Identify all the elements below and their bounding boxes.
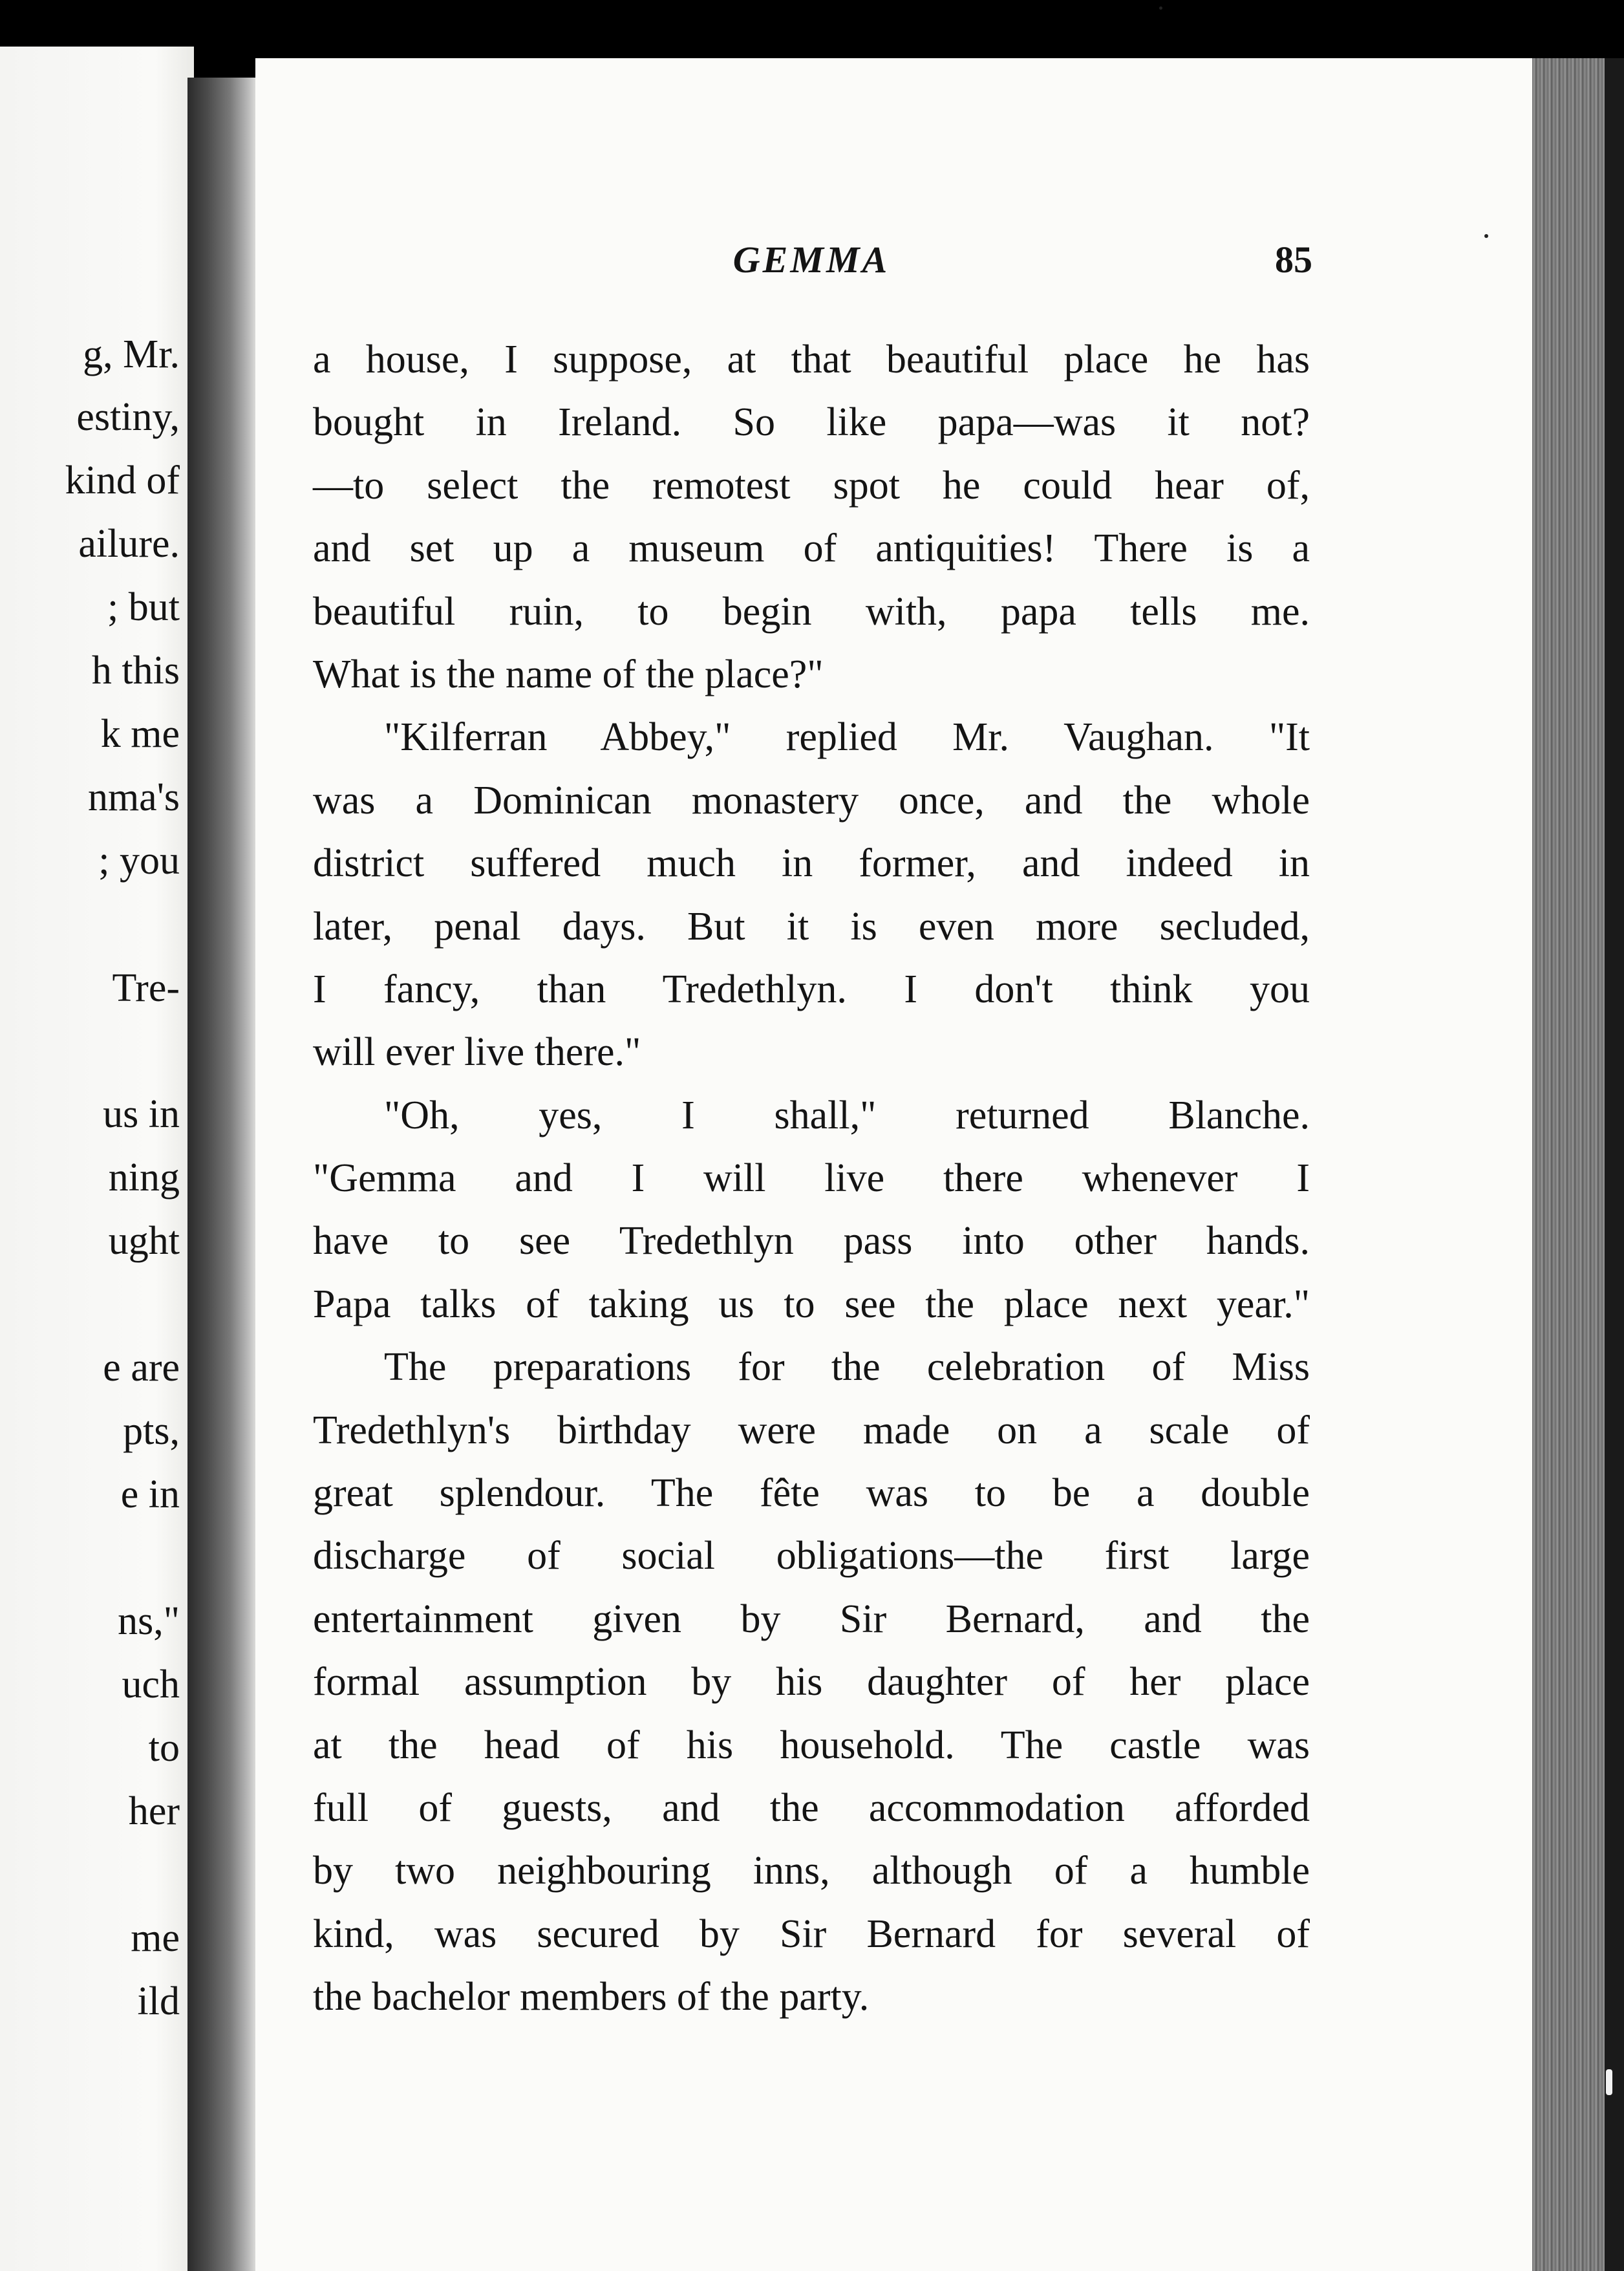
text-line: Tredethlyn's birthday were made on a scale of <box>313 1408 1310 1452</box>
text-line: What is the name of the place?" <box>313 652 824 696</box>
text-line: entertainment given by Sir Bernard, and the <box>313 1597 1310 1641</box>
text-line: district suffered much in former, and indeed in <box>313 841 1310 886</box>
running-header <box>310 238 1312 283</box>
left-page <box>0 47 194 2271</box>
text-line: great splendour. The fête was to be a double <box>313 1471 1310 1516</box>
left-page-fragment: me <box>131 1916 180 1960</box>
left-page-fragment: ns," <box>118 1599 180 1643</box>
left-page-fragment: uch <box>122 1663 180 1706</box>
text-line: formal assumption by his daughter of her place <box>313 1660 1310 1705</box>
text-line: —to select the remotest spot he could hear of, <box>313 463 1310 508</box>
left-page-fragment: e are <box>103 1346 180 1390</box>
left-page-fragment: Tre- <box>112 966 180 1010</box>
left-page-fragment: estiny, <box>76 395 180 439</box>
text-line: and set up a museum of antiquities! There is a <box>313 526 1310 571</box>
left-page-fragment: ught <box>108 1219 180 1263</box>
book-gutter-shadow <box>187 78 259 2271</box>
text-line: was a Dominican monastery once, and the whole <box>313 778 1310 823</box>
left-page-fragment: us in <box>103 1092 180 1136</box>
text-line: "Kilferran Abbey," replied Mr. Vaughan. "It <box>384 715 1310 760</box>
text-line: will ever live there." <box>313 1030 641 1075</box>
text-line: a house, I suppose, at that beautiful place he has <box>313 338 1310 382</box>
left-page-fragment: kind of <box>65 458 180 502</box>
page-edges <box>1532 58 1624 2271</box>
text-line: full of guests, and the accommodation afforded <box>313 1785 1310 1830</box>
text-line: The preparations for the celebration of Miss <box>384 1345 1310 1390</box>
left-page-fragment: ailure. <box>78 522 180 566</box>
left-page-fragment: e in <box>120 1472 180 1516</box>
page-number: 85 <box>1275 239 1312 281</box>
left-page-fragment: k me <box>100 712 180 756</box>
left-page-fragment: pts, <box>123 1409 180 1453</box>
text-line: bought in Ireland. So like papa—was it not? <box>313 400 1310 445</box>
text-line: the bachelor members of the party. <box>313 1975 870 2019</box>
dust-speck <box>1159 6 1162 10</box>
running-title: GEMMA <box>732 239 890 281</box>
left-page-fragment: nma's <box>87 775 180 819</box>
text-line: "Oh, yes, I shall," returned Blanche. <box>384 1093 1310 1137</box>
left-page-fragment: her <box>128 1789 180 1833</box>
text-line: have to see Tredethlyn pass into other hands. <box>313 1219 1310 1264</box>
text-line: "Gemma and I will live there whenever I <box>313 1156 1310 1201</box>
text-line: at the head of his household. The castle was <box>313 1723 1310 1767</box>
left-page-fragment: ; you <box>98 839 180 883</box>
text-line: Papa talks of taking us to see the place next year." <box>313 1282 1310 1326</box>
left-page-fragment: ning <box>108 1156 180 1200</box>
left-page-fragment: ild <box>137 1979 180 2023</box>
left-page-fragment: h this <box>91 649 180 693</box>
text-line: beautiful ruin, to begin with, papa tells me. <box>313 589 1310 634</box>
page-edge-mark <box>1606 2069 1612 2095</box>
text-line: kind, was secured by Sir Bernard for several of <box>313 1911 1310 1956</box>
left-page-fragment: ; but <box>107 585 180 629</box>
left-page-fragment: g, Mr. <box>83 332 180 376</box>
text-line: discharge of social obligations—the first large <box>313 1534 1310 1578</box>
dust-speck <box>1484 234 1488 238</box>
body-text <box>313 328 1310 2029</box>
left-page-fragment: to <box>148 1726 180 1770</box>
text-line: by two neighbouring inns, although of a humble <box>313 1849 1310 1893</box>
text-line: later, penal days. But it is even more secluded, <box>313 904 1310 949</box>
text-line: I fancy, than Tredethlyn. I don't think you <box>313 967 1310 1011</box>
